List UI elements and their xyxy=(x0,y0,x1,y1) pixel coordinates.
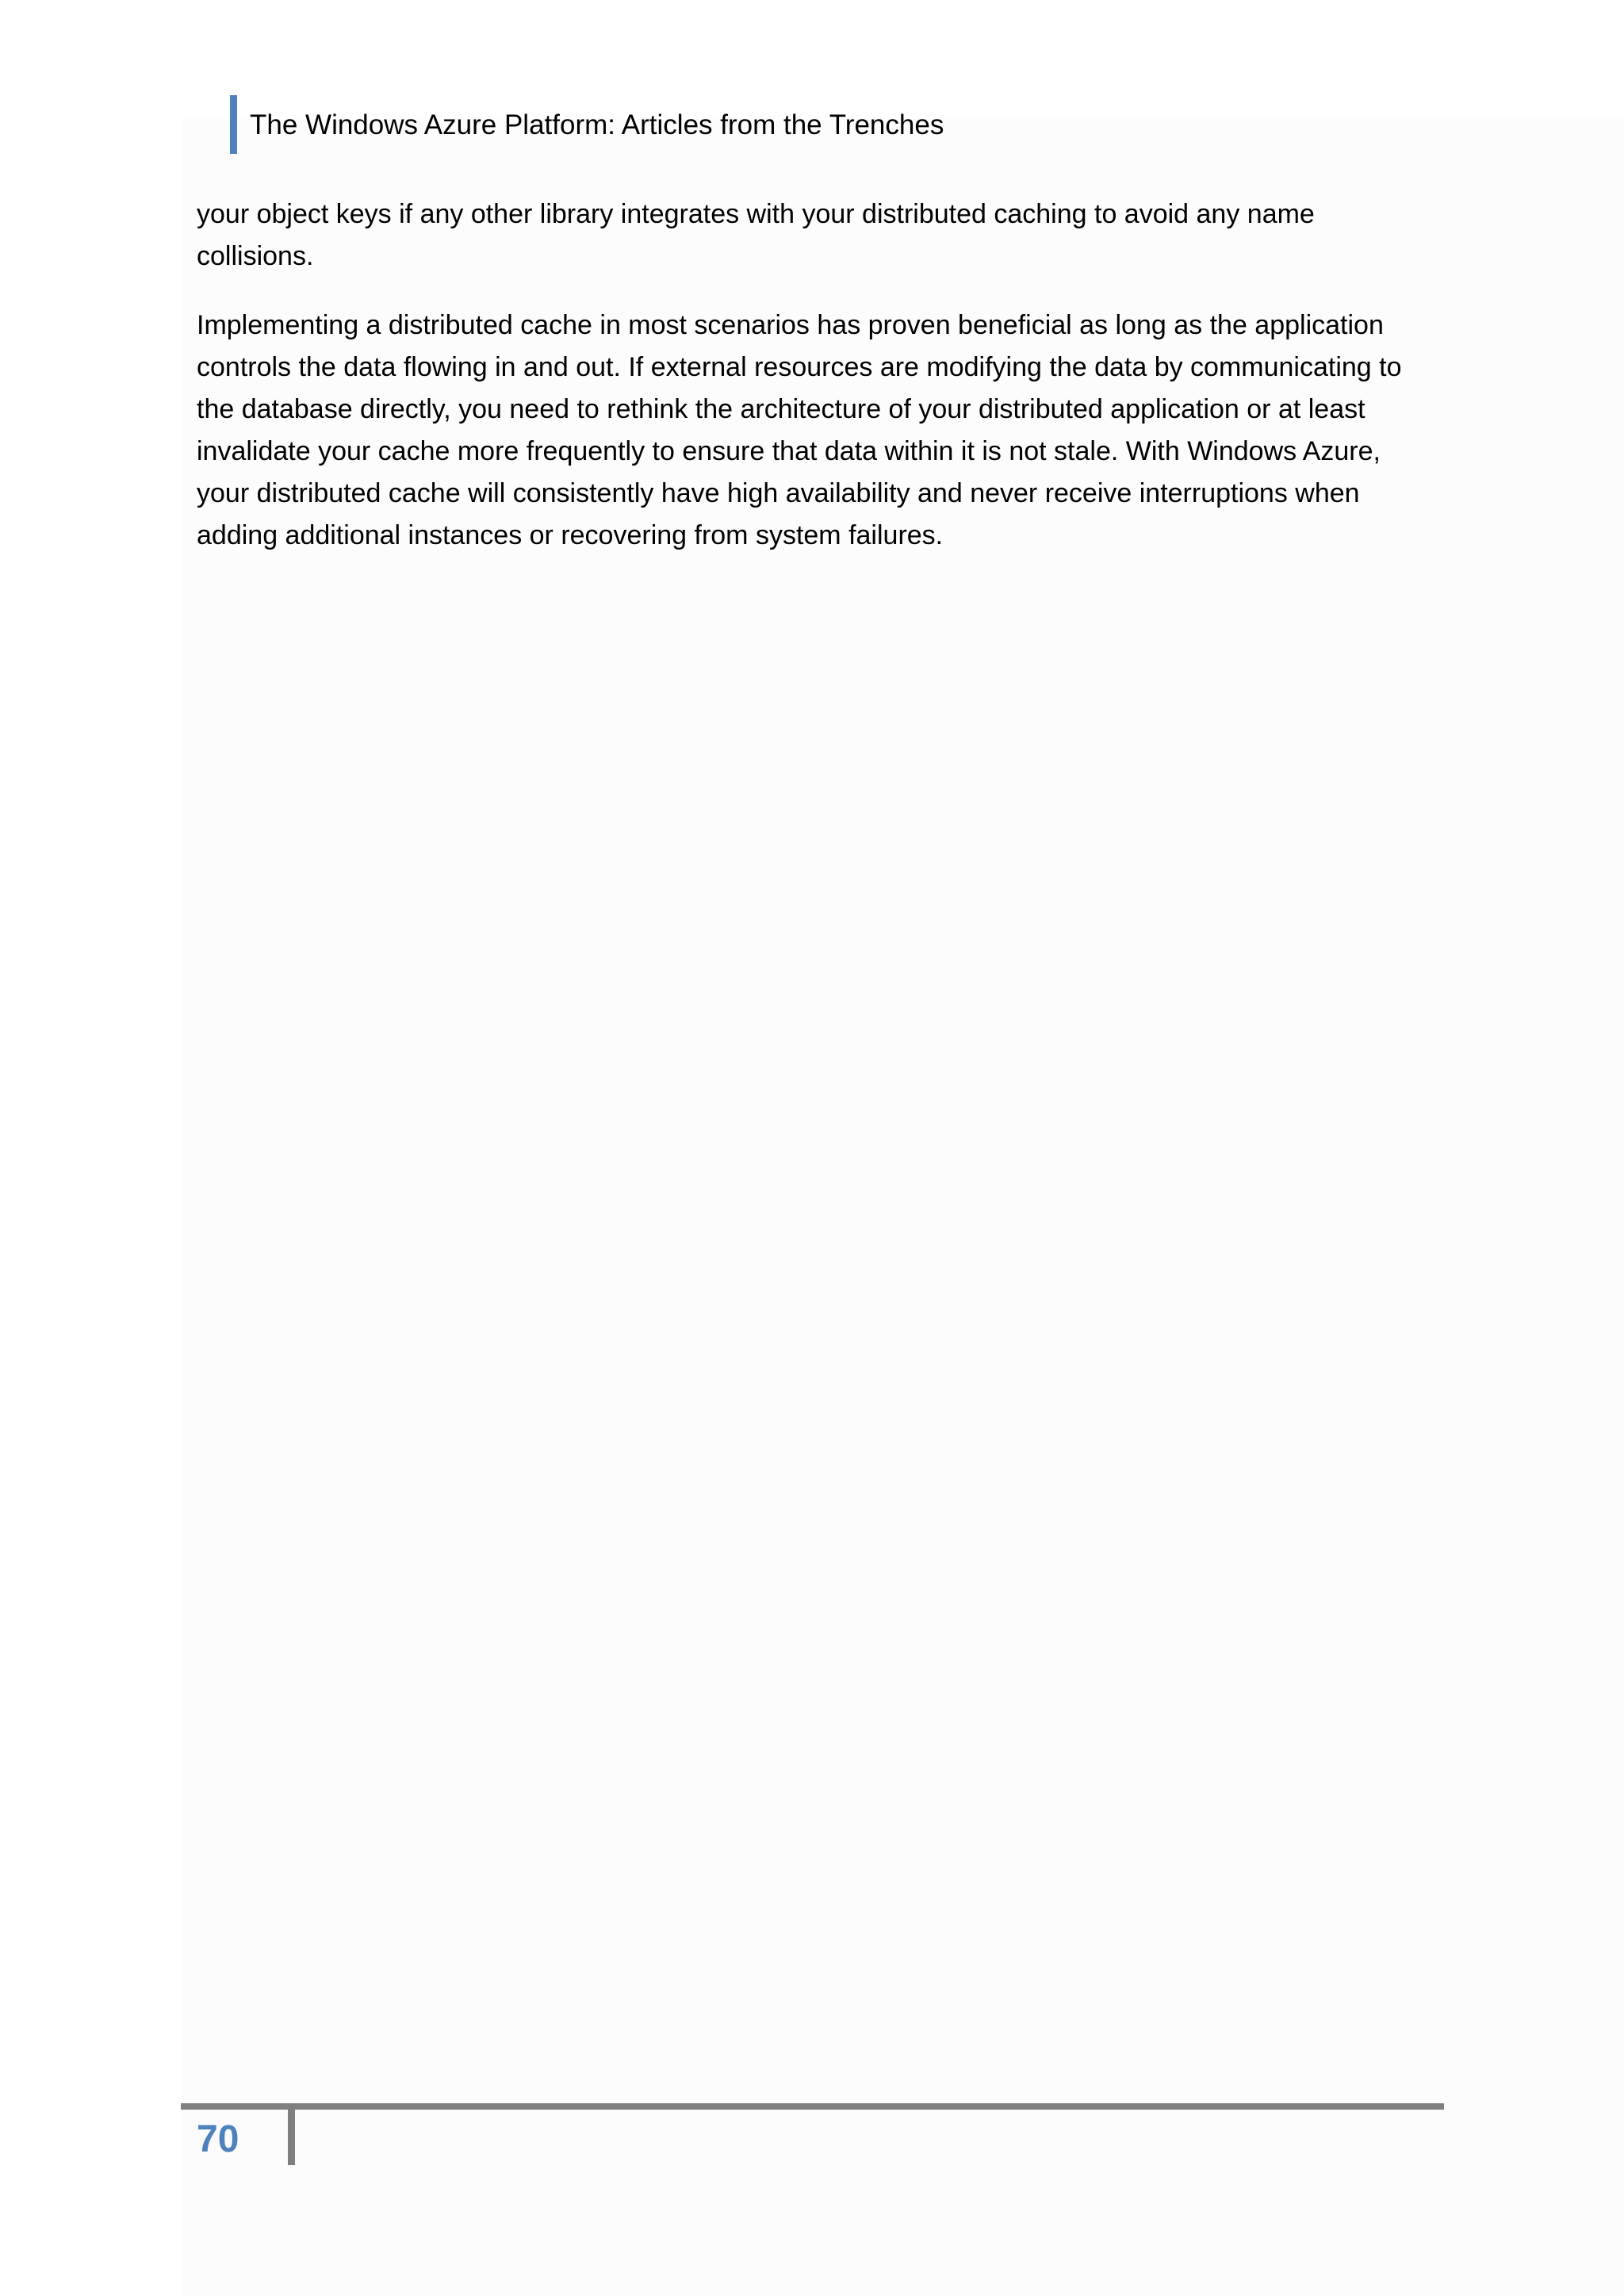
paragraph-distributed-cache: Implementing a distributed cache in most scenarios has proven beneficial as long as the application controls the data flowing in and out. If external resources are modifying the data by communicating to the database directly, you need to rethink the architecture of your distributed application or at least invalidate your cache more frequently to ensure that data within it is not stale. With Windows Azure, your distributed cache will consistently have high availability and never receive interruptions when adding additional instances or recovering from system failures. xyxy=(197,310,1402,550)
paragraph-continuation: your object keys if any other library integrates with your distributed caching to avoid any name collisions. xyxy=(197,199,1315,271)
footer-rule xyxy=(181,2103,1444,2110)
body-text xyxy=(197,194,1430,584)
running-header xyxy=(230,95,944,154)
header-accent-bar xyxy=(230,95,237,154)
page-number: 70 xyxy=(197,2118,239,2160)
footer-divider xyxy=(288,2110,295,2165)
header-title: The Windows Azure Platform: Articles from the Trenches xyxy=(250,109,944,140)
